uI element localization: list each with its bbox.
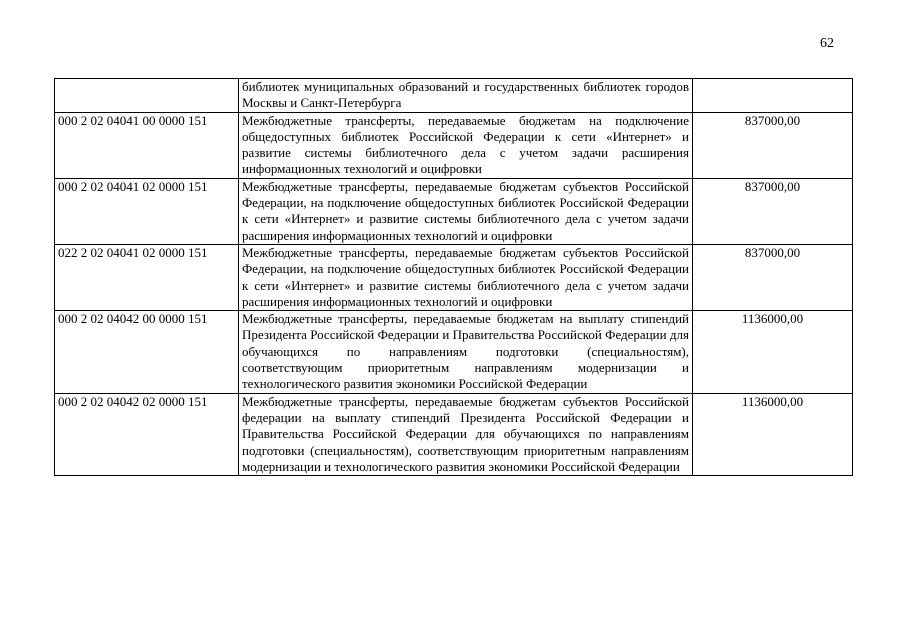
table-row — [55, 393, 853, 475]
table-row — [55, 79, 853, 113]
amount-cell — [693, 79, 853, 113]
description-cell: Межбюджетные трансферты, передаваемые бюджетам на выплату стипендий Президента Российской Федерации и Правительства Российской Федерации для обучающихся по направлениям подготовки (специальностям), соответствующим приоритетным направлениям модернизации и технологического развития экономики Российской Федерации — [239, 311, 693, 393]
table-row — [55, 178, 853, 244]
budget-table — [54, 78, 853, 476]
budget-code-cell — [55, 79, 239, 113]
amount-cell: 837000,00 — [693, 244, 853, 310]
budget-code-cell: 000 2 02 04042 02 0000 151 — [55, 393, 239, 475]
budget-code-cell: 000 2 02 04042 00 0000 151 — [55, 311, 239, 393]
description-cell: Межбюджетные трансферты, передаваемые бюджетам субъектов Российской федерации на выплату стипендий Президента Российской Федерации и Правительства Российской Федерации для обучающихся по направлениям подготовки (специальностям), соответствующим приоритетным направлениям модернизации и технологического развития экономики Российской Федерации — [239, 393, 693, 475]
table-row — [55, 244, 853, 310]
description-cell: Межбюджетные трансферты, передаваемые бюджетам на подключение общедоступных библиотек Российской Федерации к сети «Интернет» и развитие системы библиотечного дела с учетом задачи расширения информационных технологий и оцифровки — [239, 112, 693, 178]
description-cell: Межбюджетные трансферты, передаваемые бюджетам субъектов Российской Федерации, на подключение общедоступных библиотек Российской Федерации к сети «Интернет» и развитие системы библиотечного дела с учетом задачи расширения информационных технологий и оцифровки — [239, 244, 693, 310]
budget-code-cell: 000 2 02 04041 00 0000 151 — [55, 112, 239, 178]
amount-cell: 837000,00 — [693, 112, 853, 178]
description-cell: Межбюджетные трансферты, передаваемые бюджетам субъектов Российской Федерации, на подключение общедоступных библиотек Российской Федерации к сети «Интернет» и развитие системы библиотечного дела с учетом задачи расширения информационных технологий и оцифровки — [239, 178, 693, 244]
page-number: 62 — [820, 36, 834, 51]
table-row — [55, 112, 853, 178]
amount-cell: 837000,00 — [693, 178, 853, 244]
budget-code-cell: 000 2 02 04041 02 0000 151 — [55, 178, 239, 244]
amount-cell: 1136000,00 — [693, 311, 853, 393]
amount-cell: 1136000,00 — [693, 393, 853, 475]
budget-code-cell: 022 2 02 04041 02 0000 151 — [55, 244, 239, 310]
description-cell: библиотек муниципальных образований и государственных библиотек городов Москвы и Санкт-Петербурга — [239, 79, 693, 113]
table-row — [55, 311, 853, 393]
